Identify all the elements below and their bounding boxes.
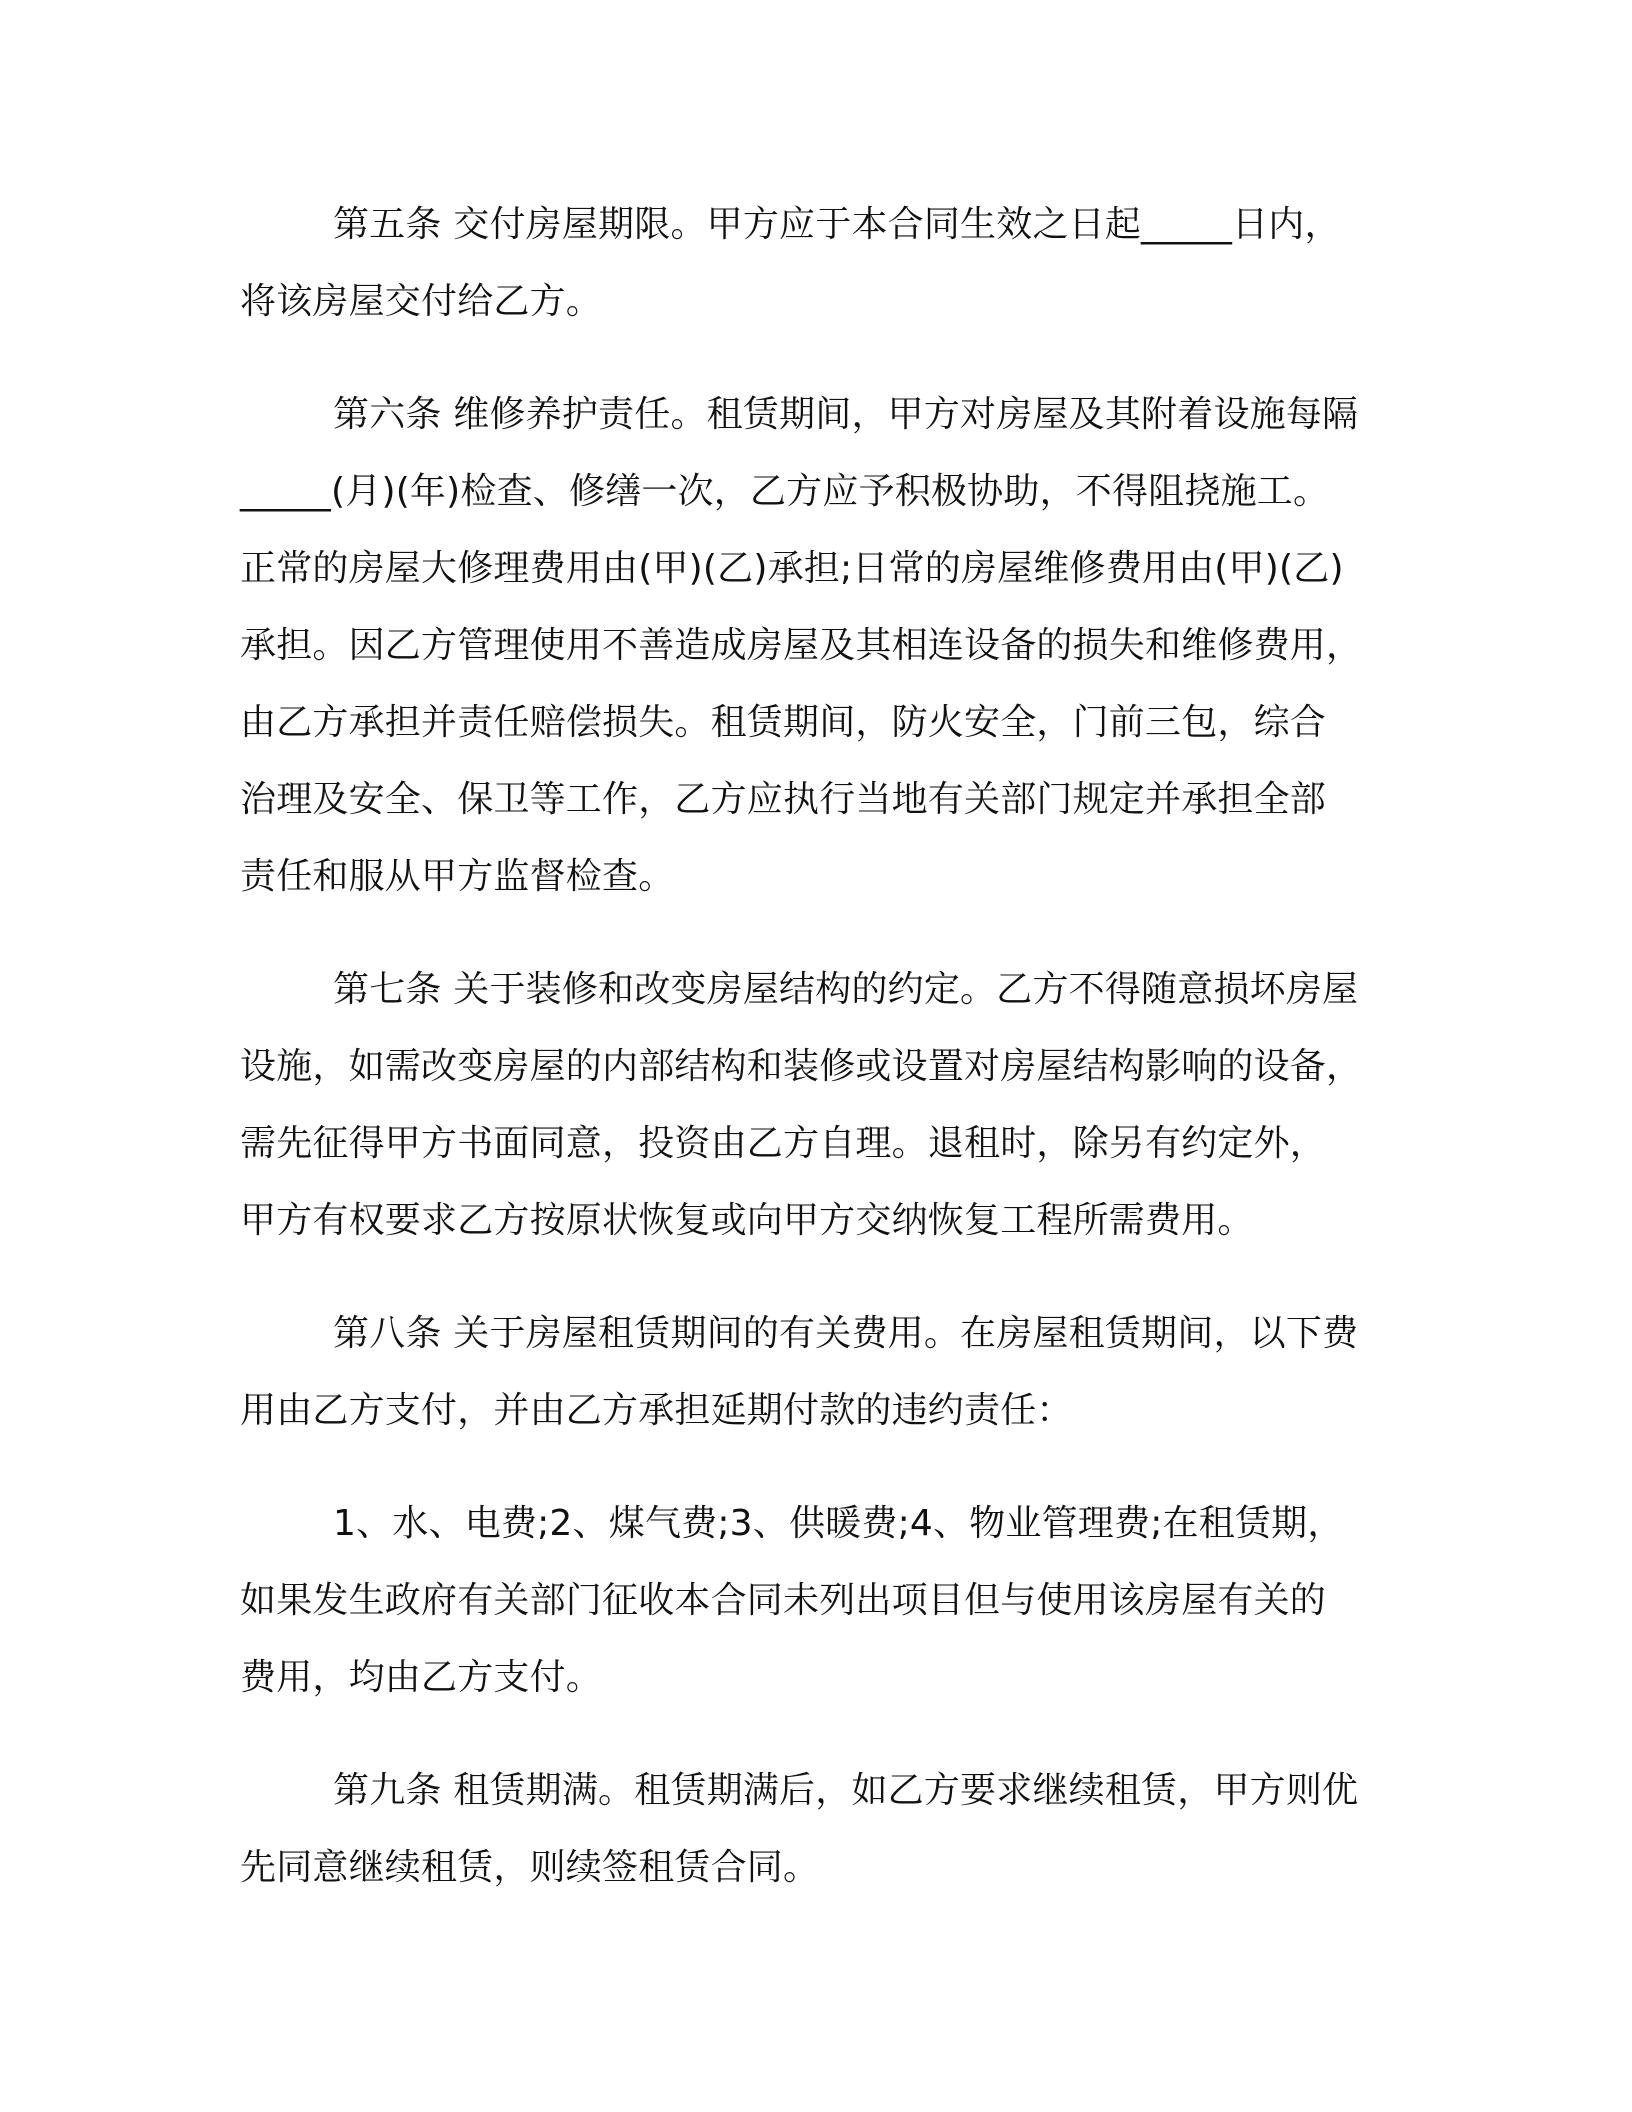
article-9-line-1: 第九条 租赁期满。租赁期满后，如乙方要求继续租赁，甲方则优: [333, 1770, 1359, 1811]
article-7-line-1: 第七条 关于装修和改变房屋结构的约定。乙方不得随意损坏房屋: [333, 969, 1359, 1010]
fees-list-line-3: 费用，均由乙方支付。: [240, 1657, 603, 1698]
article-7-line-4: 甲方有权要求乙方按原状恢复或向甲方交纳恢复工程所需费用。: [240, 1200, 1254, 1241]
article-7-paragraph: [240, 951, 1380, 1259]
article-6-line-4: 承担。因乙方管理使用不善造成房屋及其相连设备的损失和维修费用，: [240, 625, 1363, 666]
article-9-paragraph: [240, 1752, 1380, 1906]
article-6-line-7: 责任和服从甲方监督检查。: [240, 856, 675, 897]
article-6-line-1: 第六条 维修养护责任。租赁期间，甲方对房屋及其附着设施每隔: [333, 394, 1359, 435]
article-9-line-2: 先同意继续租赁，则续签租赁合同。: [240, 1847, 820, 1888]
article-5-paragraph: [240, 186, 1380, 340]
article-6-line-5: 由乙方承担并责任赔偿损失。租赁期间，防火安全，门前三包，综合: [240, 702, 1327, 743]
article-8-line-1: 第八条 关于房屋租赁期间的有关费用。在房屋租赁期间，以下费: [333, 1313, 1359, 1354]
fees-list-line-2: 如果发生政府有关部门征收本合同未列出项目但与使用该房屋有关的: [240, 1580, 1327, 1621]
article-8-line-2: 用由乙方支付，并由乙方承担延期付款的违约责任：: [240, 1390, 1073, 1431]
fees-list-paragraph: [240, 1485, 1380, 1716]
article-7-line-2: 设施，如需改变房屋的内部结构和装修或设置对房屋结构影响的设备，: [240, 1046, 1363, 1087]
article-7-line-3: 需先征得甲方书面同意，投资由乙方自理。退租时，除另有约定外，: [240, 1123, 1327, 1164]
article-5-line-1: 第五条 交付房屋期限。甲方应于本合同生效之日起_____日内，: [333, 204, 1341, 245]
article-8-paragraph: [240, 1295, 1380, 1449]
article-6-paragraph: [240, 376, 1380, 915]
fees-list-line-1: 1、水、电费;2、煤气费;3、供暖费;4、物业管理费;在租赁期，: [333, 1503, 1344, 1544]
article-6-line-6: 治理及安全、保卫等工作，乙方应执行当地有关部门规定并承担全部: [240, 779, 1327, 820]
article-6-line-2: _____(月)(年)检查、修缮一次，乙方应予积极协助，不得阻挠施工。: [240, 471, 1330, 512]
article-5-line-2: 将该房屋交付给乙方。: [240, 281, 603, 322]
article-6-line-3: 正常的房屋大修理费用由(甲)(乙)承担;日常的房屋维修费用由(甲)(乙): [240, 548, 1344, 589]
document-page: [240, 186, 1380, 1942]
